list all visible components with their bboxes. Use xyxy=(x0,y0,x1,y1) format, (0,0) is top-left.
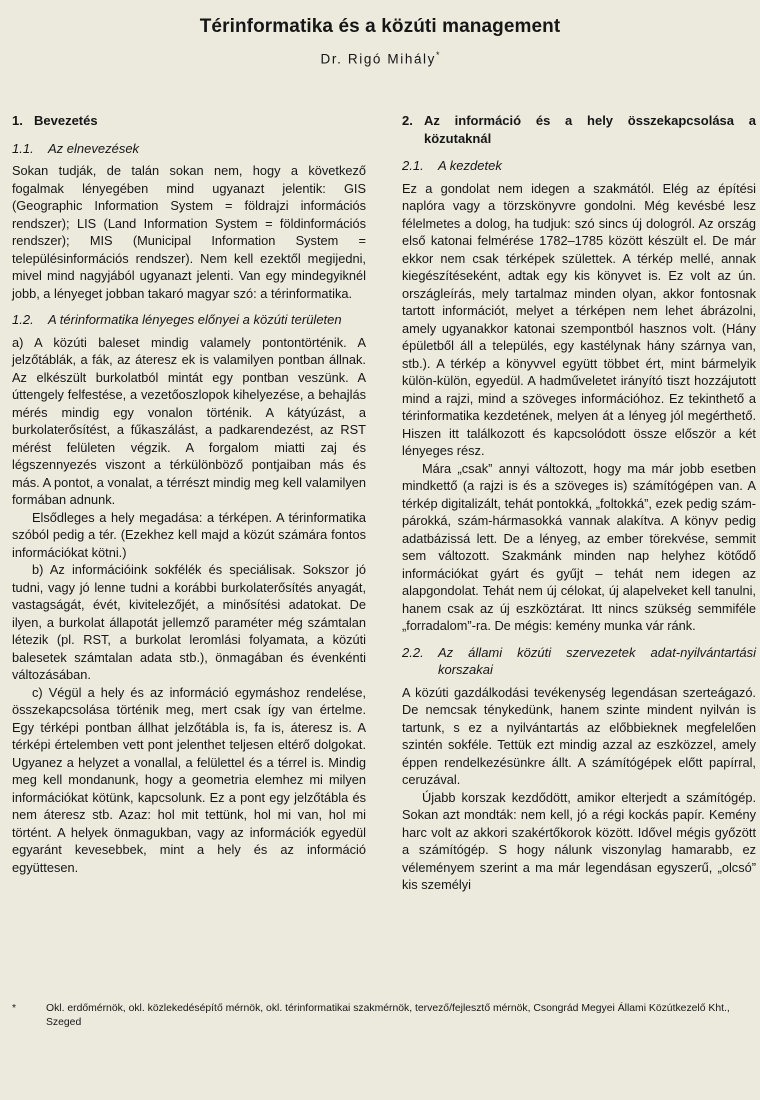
subsection-heading-korszakai xyxy=(402,644,756,679)
subsection-number: 1.2. xyxy=(12,312,34,327)
author-name: Dr. Rigó Mihály xyxy=(320,51,436,67)
paragraph: a) A közúti baleset mindig valamely pontontörténik. A jelzőtáblák, a fák, az áteresz ek is valamilyen pontban állnak. Az elkészült burkolatból mintát egy pontban veszünk. A úttengely felfestése, a vezetőoszlopok kihelyezése, a behajlás mérés mindig egy vonalon történik. A kátyúzást, a burkolaterősítést, a fűkaszálást, a padkarendezést, az RST mérést felületen végzik. A forgalom miatti zaj és légszennyezés viszont a térkülönböző pontjaiban más és más. A pontot, a vonalat, a térrészt mindig meg kell valamilyen formában adnunk. xyxy=(12,334,366,507)
subsection-number: 1.1. xyxy=(12,140,34,156)
subsection-number: 2.1. xyxy=(402,158,424,173)
subsection-title: A térinformatika lényeges előnyei a közúti területen xyxy=(48,312,342,327)
section-title: Az információ és a hely összekapcsolása a közutaknál xyxy=(424,113,756,146)
subsection-number: 2.2. xyxy=(402,644,424,660)
paragraph: Ez a gondolat nem idegen a szakmától. Elég az építési naplóra vagy a törzskönyvre gondolni. Még kevésbé lesz félelmetes a dolog, ha tudjuk: szó sincs új dologról. Az ország első katonai felmérése 1782–1785 között készült el. De már ekkor nem csak térképek születtek. A térkép mellé, annak kiegészítéseként, adtak egy kis könyvet is. Ez volt az ún. országleírás, mely tartalmaz minden olyan, akkor fontosnak tartott információt, melyet a térképen nem lehet ábrázolni, amely ugyanakkor katonai szempontból hasznos volt. (Hány épületből áll a település, egy kastélynak hány szárnya van, stb.). A térkép a könyvvel együtt többet ért, mint bármelyik külön-külön, egyedül. A hadműveletet irányító tiszt hozzájutott mind a rajzi, mind a szöveges információhoz. Ez tekinthető a térinformatika kezdetének, melyen át a lényeg jól megérthető. Hiszen itt találkozott és kapcsolódott össze először a két lényeges rész. xyxy=(402,180,756,458)
paragraph: Mára „csak” annyi változott, hogy ma már jobb esetben mindkettő (a rajzi is és a szöveges is) számítógépen van. A térkép digitalizált, tehát pontokká, „foltokká”, ezek pedig szám-párokká, szám-hármasokká vannak alakítva. A könyv pedig adatbázissá lett. De a lényeg, az ember törekvése, semmit sem változott. Szakmánk minden nap helyhez kötődő információkat gyárt és gyűjt – tehát nem idegen az alapgondolat. Tehát nem új célokat, új alapelveket kell tanulni, hanem csak az új eszköztárat. Itt nincs szükség semmiféle „forradalom”-ra. De mégis: kemény munka vár ránk. xyxy=(402,460,756,633)
footnote xyxy=(12,1002,748,1030)
right-column xyxy=(402,112,756,894)
subsection-title: Az állami közúti szervezetek adat-nyilvántartási korszakai xyxy=(438,644,756,677)
section-heading-kapcsolata xyxy=(402,112,756,147)
subsection-title: Az elnevezések xyxy=(48,140,140,156)
subsection-title: A kezdetek xyxy=(438,158,502,173)
paragraph: A közúti gazdálkodási tevékenység legendásan szerteágazó. De nemcsak ténykedünk, hanem szinte mindent nyilván is tartunk, s ez a nyilvántartás az előbbieknek megfelelően szintén sokféle. Tettük ezt mindig azzal az eszközzel, amely éppen rendelkezésünkre állt. A számítógépek előtt papírral, ceruzával. xyxy=(402,684,756,787)
footnote-mark: * xyxy=(12,1003,17,1014)
section-heading-bevezetes xyxy=(12,112,366,130)
section-title: Bevezetés xyxy=(34,113,98,128)
paragraph: c) Végül a hely és az információ egymáshoz rendelése, összekapcsolása történik meg, mert csak így van értelme. Egy térképi pontban állhat jelzőtábla is, fa is, áteresz is. A térképi értelemben vett pont jelenthet teljesen eltérő dolgokat. Ugyanez a helyzet a vonallal, a felülettel és a térrel is. Mindig meg kell mondanunk, hogy a geometria elemhez mi milyen információkat kötünk, kapcsolunk. Ez a pont egy jelzőtábla és nem áteresz stb. Azaz: hol mit tettünk, hol mi van, hol mi történt. A helyek önmagukban, vagy az információk egyedül egyaránt kevesebbek, mint a hely és az információ együttesen. xyxy=(12,684,366,875)
paragraph: Újabb korszak kezdődött, amikor elterjedt a számítógép. Sokan azt mondták: nem kell, jó a régi kockás papír. Kemény harc volt az akkori szakértőkorok között. Idővel mégis győzött a számítógép. S hogy nálunk viszonylag hamarabb, ez véleményem szerint a ma már legendásan egyszerű, „olcsó” kis személyi xyxy=(402,789,756,892)
subsection-heading-elonyei xyxy=(12,311,366,329)
footnote-text: Okl. erdőmérnök, okl. közlekedésépítő mérnök, okl. térinformatikai szakmérnök, tervező/fejlesztő mérnök, Csongrád Megyei Állami Közútkezelő Kht., Szeged xyxy=(46,1003,730,1028)
author-line xyxy=(0,50,760,67)
subsection-heading-elnevezesek xyxy=(12,140,366,158)
author-footnote-mark: * xyxy=(436,50,440,60)
subsection-heading-kezdetek xyxy=(402,157,756,175)
paragraph: b) Az információink sokfélék és speciálisak. Sokszor jó tudni, vagy jó lenne tudni a korábbi burkolaterősítés anyagát, vastagságát, évét, kivitelezőjét, a minősítési adatokat. De ilyen, a burkolat állapotát jellemző paraméter még számtalan létezik (pl. RST, a burkolat leromlási folyamata, a közúti balesetek számtalan adata stb.), önmagában és évenkénti változásában. xyxy=(12,562,366,682)
left-column xyxy=(12,112,366,876)
paragraph: Elsődleges a hely megadása: a térképen. A térinformatika szóból pedig a tér. (Ezekhez kell majd a közút számára fontos információkat kötni.) xyxy=(12,509,366,560)
section-number: 2. xyxy=(402,113,413,128)
paragraph: Sokan tudják, de talán sokan nem, hogy a következő fogalmak lényegében mind ugyanazt jelentik: GIS (Geographic Information System = földrajzi információs rendszer); LIS (Land Information System = földinformációs rendszer); MIS (Municipal Information System = településinformációs rendszer). Nem kell ezektől megijedni, mivel mind nagyjából ugyanazt jelenti. Van egy mindegyiknél jobb, a lényeget jobban takaró magyar szó: a térinformatika. xyxy=(12,163,366,301)
section-number: 1. xyxy=(12,113,23,128)
paper-title: Térinformatika és a közúti management xyxy=(199,16,561,37)
